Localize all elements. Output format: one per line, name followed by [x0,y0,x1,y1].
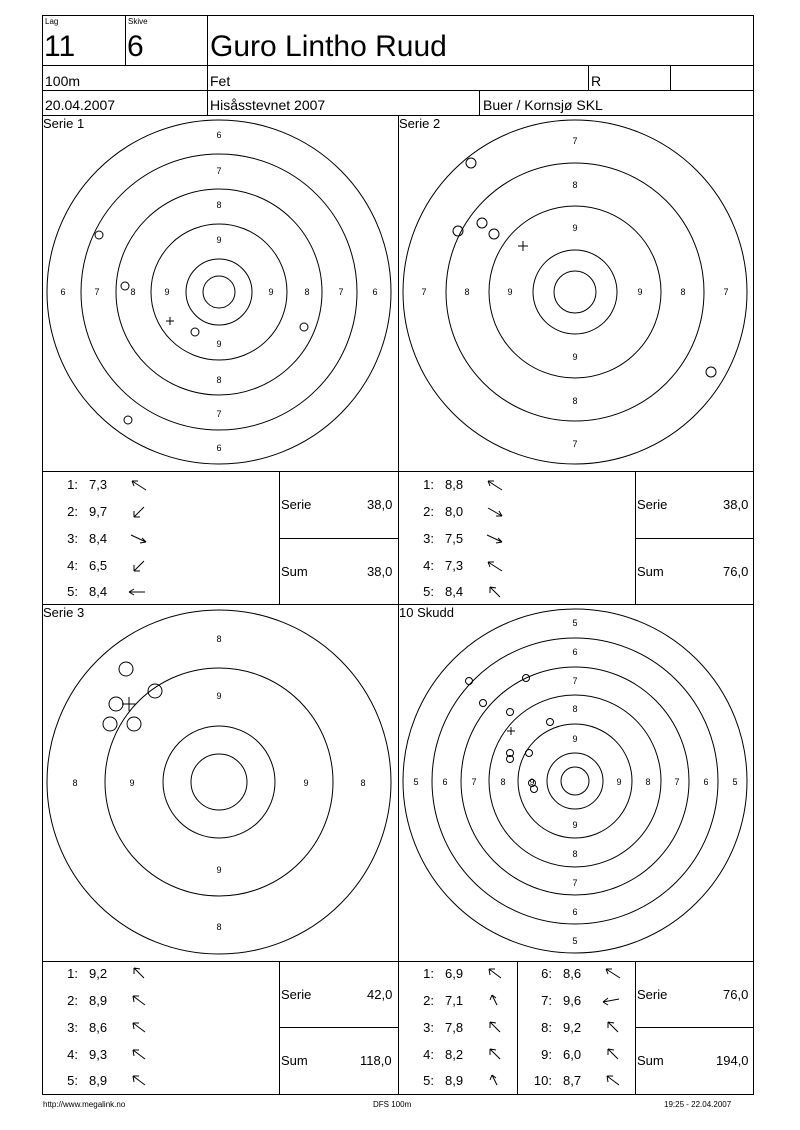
arrow-up-left-icon [604,1048,622,1060]
organizer: Buer / Kornsjø SKL [483,97,603,113]
shot-hole [489,229,499,239]
ring-label-9: 9 [216,235,222,245]
header-col-org [479,90,480,115]
sum-value: 76,0 [723,564,749,579]
shot-number: 3: [423,1020,434,1035]
shot-number: 4: [423,558,434,573]
arrow-up-left-icon [486,479,504,491]
arrow-down-left-icon [130,506,148,518]
shot-hole [109,697,123,711]
shot-value: 8,4 [445,584,464,599]
arrow-up-left-icon [604,1021,622,1033]
arrow-up-left-icon [130,967,148,979]
ring-label-8: 8 [645,777,651,787]
ring-10 [163,726,275,838]
arrow-up-left-icon [486,586,504,598]
score2-mid [635,538,754,539]
ring-label-8: 8 [216,922,222,932]
ring-inner [203,276,235,308]
shot-value: 7,1 [445,993,464,1008]
ring-label-7: 7 [572,136,578,146]
ring-inner [561,767,589,795]
ring-8 [446,163,704,421]
sum-label: Sum [281,1053,308,1068]
shot-value: 8,0 [445,504,464,519]
ring-label-9: 9 [129,778,135,788]
ring-label-6: 6 [572,907,578,917]
arrow-up-left-icon [130,1048,148,1060]
shot-hole [477,218,487,228]
shot-value: 9,6 [563,993,582,1008]
serie-value: 76,0 [723,987,749,1002]
shot-hole [466,678,473,685]
shot-value: 9,3 [89,1047,108,1062]
ring-5 [403,609,747,953]
ring-label-9: 9 [572,734,578,744]
ring-10 [186,259,252,325]
shot-hole [706,367,716,377]
shooter-name: Guro Lintho Ruud [210,30,447,63]
arrow-up-icon [486,1074,504,1086]
ring-label-6: 6 [442,777,448,787]
ring-label-7: 7 [674,777,680,787]
ring-label-5: 5 [572,936,578,946]
shot-hole [95,231,103,239]
shot-number: 9: [541,1047,552,1062]
shot-number: 4: [423,1047,434,1062]
event-name: Hisåsstevnet 2007 [210,97,326,113]
arrow-up-left-icon [130,1074,148,1086]
shot-hole [191,328,199,336]
shot-value: 8,2 [445,1047,464,1062]
ring-label-9: 9 [216,865,222,875]
serie-label: Serie [281,497,312,512]
shot-value: 7,3 [445,558,464,573]
shot-value: 8,7 [563,1073,582,1088]
shot-value: 8,9 [89,993,108,1008]
ring-10 [547,753,603,809]
shot-hole [124,416,132,424]
target-serie-2 [399,116,754,471]
ring-label-8: 8 [304,287,310,297]
shot-value: 8,8 [445,477,464,492]
footer-url: http://www.megalink.no [43,1100,126,1109]
shot-hole [300,323,308,331]
arrow-down-right-icon [486,506,504,518]
shot-value: 6,0 [563,1047,582,1062]
shot-number: 3: [423,531,434,546]
frame-top [42,15,754,16]
ring-label-6: 6 [216,130,222,140]
shot-number: 4: [67,1047,78,1062]
sum-value: 118,0 [360,1053,392,1068]
ring-7 [403,120,747,464]
skive-label: Skive [128,17,148,26]
arrow-up-left-icon [130,994,148,1006]
ring-label-7: 7 [572,878,578,888]
serie-value: 38,0 [723,497,749,512]
score1-mid [279,538,398,539]
distance: 100m [45,73,81,89]
shot-value: 7,8 [445,1020,464,1035]
shot-number: 1: [423,966,434,981]
class: R [591,73,602,89]
ring-label-5: 5 [572,618,578,628]
arrow-down-left-icon [130,560,148,572]
footer-timestamp: 19:25 - 22.04.2007 [664,1100,732,1109]
ring-label-8: 8 [572,180,578,190]
ring-8 [489,695,661,867]
ring-label-9: 9 [616,777,622,787]
ring-label-8: 8 [572,849,578,859]
ring-label-8: 8 [216,200,222,210]
shot-number: 3: [67,1020,78,1035]
ring-label-7: 7 [216,409,222,419]
arrow-right-down-icon [130,533,148,545]
shot-number: 8: [541,1020,552,1035]
shot-number: 2: [67,504,78,519]
footer-center: DFS 100m [373,1100,412,1109]
serie-label: Serie [637,987,668,1002]
arrow-left-icon [602,994,620,1006]
header-row2-line [42,90,754,91]
ring-label-9: 9 [572,223,578,233]
ring-label-6: 6 [372,287,378,297]
ring-label-9: 9 [572,820,578,830]
ring-label-5: 5 [732,777,738,787]
ring-label-8: 8 [360,778,366,788]
ring-label-7: 7 [471,777,477,787]
target-10-skudd [399,605,754,960]
shot-value: 9,7 [89,504,108,519]
ring-label-7: 7 [723,287,729,297]
arrow-left-icon [128,586,146,598]
shot-number: 1: [67,966,78,981]
shot-hole [466,158,476,168]
score4-mid [635,1027,754,1028]
ring-label-7: 7 [338,287,344,297]
ring-label-8: 8 [680,287,686,297]
shot-number: 5: [423,584,434,599]
date: 20.04.2007 [45,97,116,113]
sum-label: Sum [637,564,664,579]
ring-label-8: 8 [216,634,222,644]
header-col-class [588,65,589,90]
shot-value: 8,4 [89,531,108,546]
arrow-right-down-icon [486,533,504,545]
panel-title-10-skudd: 10 Skudd [399,605,454,620]
ring-label-7: 7 [572,676,578,686]
target-serie-1 [42,116,398,471]
ring-label-9: 9 [572,352,578,362]
shot-value: 8,6 [563,966,582,981]
ring-label-7: 7 [421,287,427,297]
shot-value: 8,6 [89,1020,108,1035]
shot-value: 7,3 [89,477,108,492]
shot-value: 7,5 [445,531,464,546]
shot-number: 4: [67,558,78,573]
ring-label-5: 5 [413,777,419,787]
shot-hole [480,700,487,707]
arrow-up-icon [486,994,504,1006]
shot-number: 5: [423,1073,434,1088]
center-of-group-marker [507,727,515,735]
ring-label-9: 9 [507,287,513,297]
shot-hole [127,717,141,731]
shot-hole [547,719,554,726]
serie-label: Serie [281,987,312,1002]
ring-8 [47,610,391,954]
shot-number: 7: [541,993,552,1008]
shot-number: 3: [67,531,78,546]
ring-label-8: 8 [216,375,222,385]
ring-label-7: 7 [572,439,578,449]
header-row1-line [42,65,754,66]
shot-hole [121,282,129,290]
sum-label: Sum [637,1053,664,1068]
header-col-skive [207,15,208,115]
serie-value: 38,0 [367,497,393,512]
ring-label-9: 9 [268,287,274,297]
arrow-up-left-icon [604,967,622,979]
shot-number: 10: [533,1073,552,1088]
panel-title-serie-1: Serie 1 [43,116,85,131]
center-of-group-marker [518,241,528,251]
shot-value: 6,9 [445,966,464,981]
shot-number: 6: [541,966,552,981]
arrow-up-left-icon [486,1021,504,1033]
shot-hole [507,709,514,716]
arrow-up-left-icon [486,560,504,572]
ring-label-6: 6 [703,777,709,787]
shot-number: 1: [423,477,434,492]
ring-label-6: 6 [216,443,222,453]
ring-label-7: 7 [94,287,100,297]
sum-value: 194,0 [716,1053,749,1068]
target-serie-3 [42,605,398,960]
sum-value: 38,0 [367,564,393,579]
ring-7 [461,667,689,895]
ring-label-8: 8 [72,778,78,788]
skive-value: 6 [127,30,144,63]
ring-8 [116,189,322,395]
shot-number: 1: [67,477,78,492]
club: Fet [210,73,231,89]
ring-10 [533,250,617,334]
ring-label-9: 9 [637,287,643,297]
shot-number: 2: [423,504,434,519]
shot-number: 2: [67,993,78,1008]
lag-value: 11 [44,30,76,63]
shot-number: 5: [67,584,78,599]
shot-number: 2: [423,993,434,1008]
shot-value: 8,4 [89,584,108,599]
ring-label-8: 8 [572,704,578,714]
shot-hole [119,662,133,676]
serie-label: Serie [637,497,668,512]
center-of-group-marker [122,697,136,711]
ring-label-9: 9 [529,777,535,787]
shot-value: 8,9 [89,1073,108,1088]
ring-label-8: 8 [130,287,136,297]
ring-inner [554,271,596,313]
shot-value: 9,2 [89,966,108,981]
ring-label-9: 9 [303,778,309,788]
arrow-up-left-icon [604,1074,622,1086]
arrow-up-left-icon [486,1048,504,1060]
ring-label-6: 6 [572,647,578,657]
arrow-up-left-icon [130,479,148,491]
shot-value: 6,5 [89,558,108,573]
shot-hole [526,750,533,757]
arrow-up-left-icon [486,967,504,979]
ring-label-6: 6 [60,287,66,297]
panel-title-serie-2: Serie 2 [399,116,441,131]
shot-number: 5: [67,1073,78,1088]
ring-label-8: 8 [464,287,470,297]
panel-title-serie-3: Serie 3 [43,605,85,620]
ring-label-7: 7 [216,166,222,176]
header-col-class2 [670,65,671,90]
center-of-group-marker [166,317,174,325]
ring-label-8: 8 [500,777,506,787]
score4-col-a [517,961,518,1094]
sum-label: Sum [281,564,308,579]
score-top-line-1 [42,471,754,472]
shot-value: 8,9 [445,1073,464,1088]
ring-9 [105,668,333,896]
header-col-lag [125,15,126,65]
score-top-line-2 [42,961,754,962]
lag-label: Lag [45,17,59,26]
ring-label-9: 9 [216,691,222,701]
shot-hole [103,717,117,731]
score3-mid [279,1027,398,1028]
ring-inner [191,754,247,810]
shot-value: 9,2 [563,1020,582,1035]
ring-label-8: 8 [572,396,578,406]
arrow-up-left-icon [130,1021,148,1033]
ring-label-9: 9 [164,287,170,297]
ring-label-9: 9 [216,339,222,349]
serie-value: 42,0 [367,987,393,1002]
ring-7 [81,154,357,430]
